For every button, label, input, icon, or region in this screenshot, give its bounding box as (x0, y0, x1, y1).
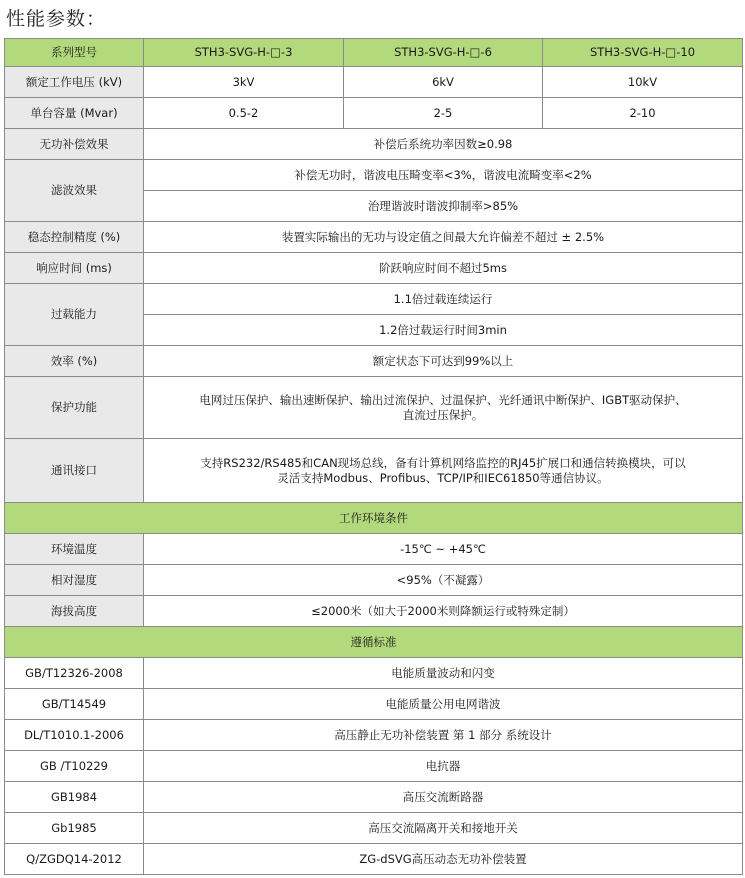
efficiency-label: 效率 (%) (5, 346, 144, 377)
reactive-comp-label: 无功补偿效果 (5, 129, 144, 160)
unit-capacity-6: 2-5 (344, 98, 543, 129)
standard-code: GB1984 (5, 782, 144, 813)
altitude-label: 海拔高度 (5, 596, 144, 627)
unit-capacity-3: 0.5-2 (144, 98, 344, 129)
standard-name: 电抗器 (144, 751, 743, 782)
model-3: STH3-SVG-H-□-3 (144, 39, 344, 67)
overload-label: 过载能力 (5, 284, 144, 346)
table-row (5, 377, 743, 439)
ambient-temp-label: 环境温度 (5, 534, 144, 565)
table-row (5, 751, 743, 782)
table-row (5, 720, 743, 751)
table-row (5, 346, 743, 377)
table-row (5, 534, 743, 565)
response-time-label: 响应时间 (ms) (5, 253, 144, 284)
section-header-row (5, 627, 743, 658)
table-row (5, 160, 743, 191)
protection-value (144, 377, 743, 439)
filtering-line2: 治理谐波时谐波抑制率>85% (144, 191, 743, 222)
communication-label: 通讯接口 (5, 439, 144, 503)
communication-value (144, 439, 743, 503)
standard-name: 电能质量公用电网谐波 (144, 689, 743, 720)
protection-line2: 直流过压保护。 (402, 407, 484, 422)
filtering-label: 滤波效果 (5, 160, 144, 222)
rated-voltage-10: 10kV (543, 67, 743, 98)
overload-line2: 1.2倍过载运行时间3min (144, 315, 743, 346)
humidity-label: 相对湿度 (5, 565, 144, 596)
protection-label: 保护功能 (5, 377, 144, 439)
environment-section-title: 工作环境条件 (5, 503, 743, 534)
table-row (5, 439, 743, 503)
table-row (5, 253, 743, 284)
table-row (5, 782, 743, 813)
steady-accuracy-label: 稳态控制精度 (%) (5, 222, 144, 253)
table-row (5, 98, 743, 129)
model-6: STH3-SVG-H-□-6 (344, 39, 543, 67)
standard-name: ZG-dSVG高压动态无功补偿装置 (144, 844, 743, 875)
rated-voltage-6: 6kV (344, 67, 543, 98)
efficiency-value: 额定状态下可达到99%以上 (144, 346, 743, 377)
table-row (5, 67, 743, 98)
steady-accuracy-value: 装置实际输出的无功与设定值之间最大允许偏差不超过 ± 2.5% (144, 222, 743, 253)
standard-name: 电能质量波动和闪变 (144, 658, 743, 689)
spec-table (4, 38, 743, 875)
page-title: 性能参数： (6, 8, 107, 30)
standard-code: Gb1985 (5, 813, 144, 844)
communication-line2: 灵活支持Modbus、Profibus、TCP/IP和IEC61850等通信协议。 (277, 470, 609, 485)
table-row (5, 129, 743, 160)
table-row (5, 565, 743, 596)
standards-section-title: 遵循标准 (5, 627, 743, 658)
communication-line1: 支持RS232/RS485和CAN现场总线，备有计算机网络监控的RJ45扩展口和通信转换模块，可以 (200, 455, 686, 470)
standard-code: GB/T14549 (5, 689, 144, 720)
rated-voltage-3: 3kV (144, 67, 344, 98)
ambient-temp-value: -15℃ ~ +45℃ (144, 534, 743, 565)
standard-name: 高压交流断路器 (144, 782, 743, 813)
protection-line1: 电网过压保护、输出速断保护、输出过流保护、过温保护、光纤通讯中断保护、IGBT驱动保护、 (199, 392, 687, 407)
standard-name: 高压静止无功补偿装置 第 1 部分 系统设计 (144, 720, 743, 751)
altitude-value: ≤2000米（如大于2000米则降额运行或特殊定制） (144, 596, 743, 627)
standard-code: Q/ZGDQ14-2012 (5, 844, 144, 875)
rated-voltage-label: 额定工作电压 (kV) (5, 67, 144, 98)
table-row (5, 844, 743, 875)
reactive-comp-value: 补偿后系统功率因数≥0.98 (144, 129, 743, 160)
table-row (5, 596, 743, 627)
table-row (5, 284, 743, 315)
table-row (5, 222, 743, 253)
table-row (5, 658, 743, 689)
standard-name: 高压交流隔离开关和接地开关 (144, 813, 743, 844)
model-10: STH3-SVG-H-□-10 (543, 39, 743, 67)
filtering-line1: 补偿无功时，谐波电压畸变率<3%，谐波电流畸变率<2% (144, 160, 743, 191)
table-row (5, 813, 743, 844)
standard-code: GB/T12326-2008 (5, 658, 144, 689)
unit-capacity-label: 单台容量 (Mvar) (5, 98, 144, 129)
table-row (5, 689, 743, 720)
overload-line1: 1.1倍过载连续运行 (144, 284, 743, 315)
standard-code: GB /T10229 (5, 751, 144, 782)
unit-capacity-10: 2-10 (543, 98, 743, 129)
table-header-row (5, 39, 743, 67)
series-model-label: 系列型号 (5, 39, 144, 67)
response-time-value: 阶跃响应时间不超过5ms (144, 253, 743, 284)
section-header-row (5, 503, 743, 534)
humidity-value: <95%（不凝露） (144, 565, 743, 596)
standard-code: DL/T1010.1-2006 (5, 720, 144, 751)
